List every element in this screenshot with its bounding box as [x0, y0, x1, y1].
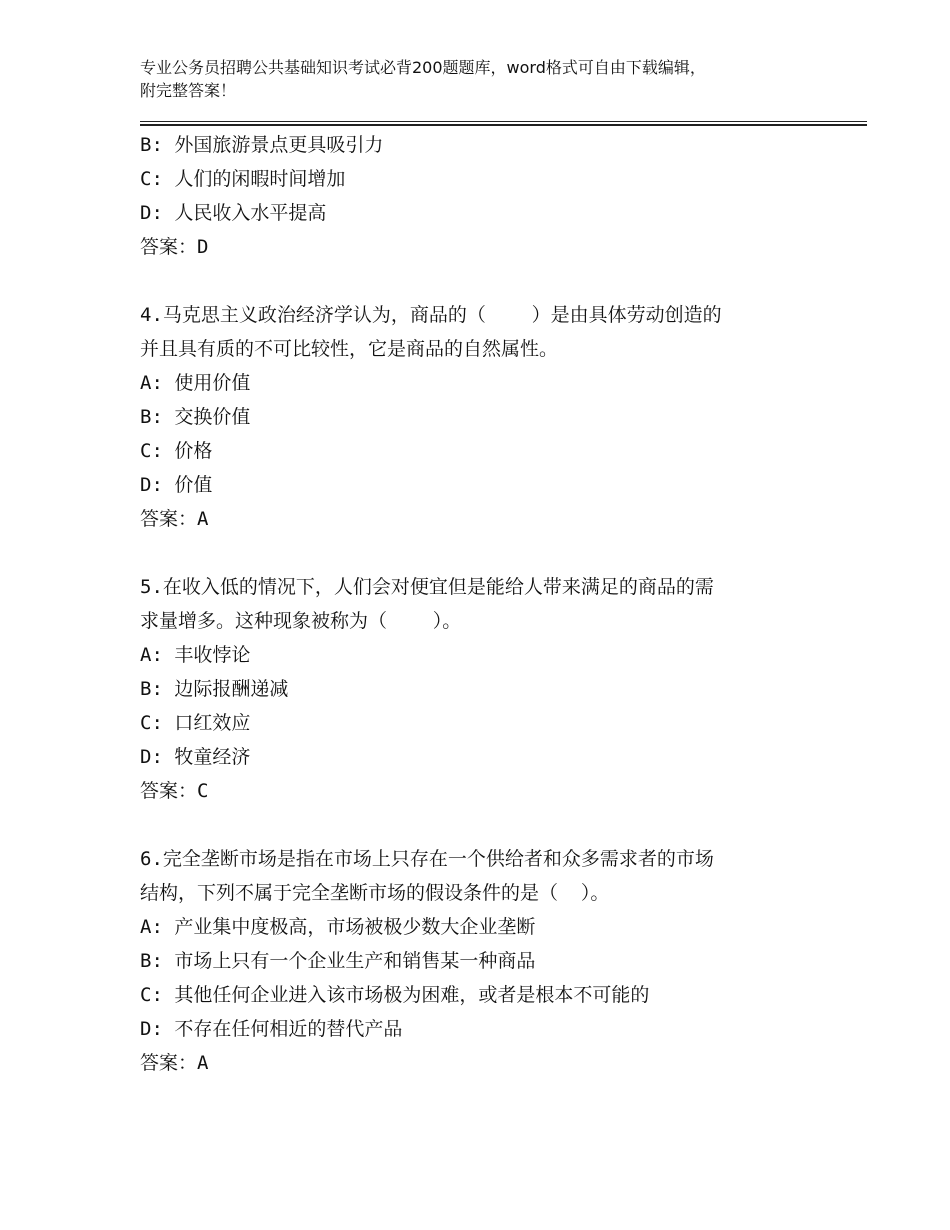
question-list: [140, 128, 860, 1080]
question-3-tail: [140, 128, 860, 264]
header-divider: [140, 121, 867, 126]
question-text-line: 4.马克思主义政治经济学认为，商品的（ ）是由具体劳动创造的: [140, 304, 722, 326]
option-d: D: 人民收入水平提高: [140, 202, 327, 224]
answer-line: [140, 774, 860, 808]
page-header: [140, 56, 820, 102]
answer-line: [140, 230, 860, 264]
question-text-line: 并且具有质的不可比较性，它是商品的自然属性。: [140, 338, 559, 360]
question-text-line: 5.在收入低的情况下，人们会对便宜但是能给人带来满足的商品的需: [140, 576, 714, 598]
option-b: B: 外国旅游景点更具吸引力: [140, 134, 384, 156]
answer-value: C: [197, 780, 209, 802]
answer-value: D: [197, 236, 209, 258]
option-b: B: 交换价值: [140, 406, 251, 428]
option-d: D: 价值: [140, 474, 213, 496]
question-5: [140, 570, 860, 808]
question-text-line: 6.完全垄断市场是指在市场上只存在一个供给者和众多需求者的市场: [140, 848, 714, 870]
option-c: C: 价格: [140, 440, 213, 462]
option-c: C: 其他任何企业进入该市场极为困难，或者是根本不可能的: [140, 984, 650, 1006]
answer-label: 答案：: [140, 508, 198, 530]
answer-line: [140, 502, 860, 536]
option-a: A: 产业集中度极高，市场被极少数大企业垄断: [140, 916, 536, 938]
option-a: A: 丰收悖论: [140, 644, 251, 666]
answer-label: 答案：: [140, 1052, 198, 1074]
option-d: D: 牧童经济: [140, 746, 251, 768]
question-4: [140, 298, 860, 536]
option-d: D: 不存在任何相近的替代产品: [140, 1018, 403, 1040]
question-text-line: 求量增多。这种现象被称为（ ）。: [140, 610, 462, 632]
question-text-line: 结构，下列不属于完全垄断市场的假设条件的是（ ）。: [140, 882, 610, 904]
answer-label: 答案：: [140, 780, 198, 802]
answer-value: A: [197, 1052, 209, 1074]
question-6: [140, 842, 860, 1080]
answer-line: [140, 1046, 860, 1080]
option-a: A: 使用价值: [140, 372, 251, 394]
header-line-1: 专业公务员招聘公共基础知识考试必背200题题库，word格式可自由下载编辑，: [140, 58, 706, 77]
option-c: C: 人们的闲暇时间增加: [140, 168, 346, 190]
option-c: C: 口红效应: [140, 712, 251, 734]
option-b: B: 市场上只有一个企业生产和销售某一种商品: [140, 950, 536, 972]
answer-label: 答案：: [140, 236, 198, 258]
header-line-2: 附完整答案！: [140, 81, 237, 100]
answer-value: A: [197, 508, 209, 530]
option-b: B: 边际报酬递减: [140, 678, 289, 700]
